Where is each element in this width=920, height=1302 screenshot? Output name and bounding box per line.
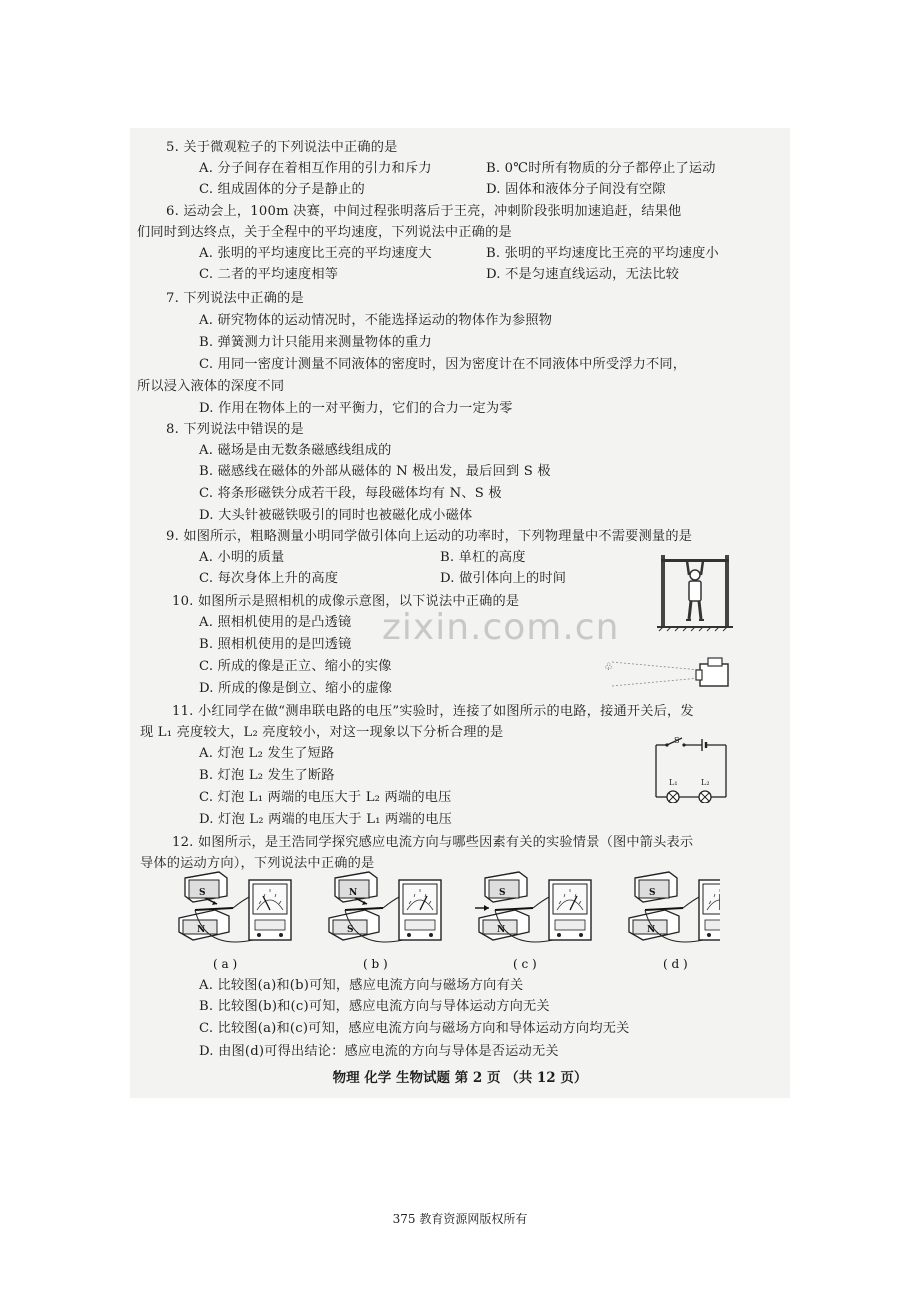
- fig-b-label: ( b ): [363, 957, 388, 971]
- fig-c-top-pole: S: [499, 888, 506, 898]
- q12-option-c: C. 比较图(a)和(c)可知，感应电流方向与磁场方向和导体运动方向均无关: [199, 1021, 630, 1036]
- q9-option-a: A. 小明的质量: [199, 550, 285, 565]
- q10-option-a: A. 照相机使用的是凸透镜: [199, 615, 352, 630]
- fig-a-top-pole: S: [199, 888, 206, 898]
- q11-option-b: B. 灯泡 L₂ 发生了断路: [199, 768, 335, 783]
- q10-option-c: C. 所成的像是正立、缩小的实像: [199, 659, 392, 674]
- q12-stem-line1: 12. 如图所示，是王浩同学探究感应电流方向与哪些因素有关的实验情景（图中箭头表示: [172, 835, 694, 850]
- q10-stem: 10. 如图所示是照相机的成像示意图，以下说法中正确的是: [172, 594, 520, 609]
- q8-option-c: C. 将条形磁铁分成若干段，每段磁体均有 N、S 极: [199, 486, 502, 501]
- fig-a-bottom-pole: N: [197, 925, 206, 935]
- induction-experiment-figures: [175, 870, 720, 974]
- fig-d-top-pole: S: [649, 888, 656, 898]
- q9-option-c: C. 每次身体上升的高度: [199, 571, 339, 586]
- q11-option-c: C. 灯泡 L₁ 两端的电压大于 L₂ 两端的电压: [199, 790, 452, 805]
- q7-option-c-line2: 所以浸入液体的深度不同: [137, 379, 285, 394]
- q11-option-a: A. 灯泡 L₂ 发生了短路: [199, 746, 335, 761]
- q6-option-b: B. 张明的平均速度比王亮的平均速度小: [486, 246, 719, 261]
- q6-stem-line1: 6. 运动会上，100m 决赛，中间过程张明落后于王亮，冲刺阶段张明加速追赶，结果他: [166, 204, 682, 219]
- lamp2-label: L₂: [701, 778, 710, 787]
- watermark: zixin.com.cn: [382, 607, 620, 648]
- camera-diagram: [600, 648, 740, 696]
- q7-option-a: A. 研究物体的运动情况时，不能选择运动的物体作为参照物: [199, 313, 553, 328]
- fig-b-top-pole: N: [349, 888, 358, 898]
- page-footer: 物理 化学 生物试题 第 2 页 （共 12 页）: [332, 1070, 588, 1086]
- fig-d-bottom-pole: N: [647, 925, 656, 935]
- figure-a: [179, 872, 291, 971]
- q12-option-b: B. 比较图(b)和(c)可知，感应电流方向与导体运动方向无关: [199, 999, 550, 1014]
- figure-b: [329, 872, 441, 971]
- q11-stem-line2: 现 L₁ 亮度较大，L₂ 亮度较小，对这一现象以下分析合理的是: [140, 725, 504, 740]
- fig-c-bottom-pole: N: [497, 925, 506, 935]
- q6-option-c: C. 二者的平均速度相等: [199, 267, 339, 282]
- q7-option-d: D. 作用在物体上的一对平衡力，它们的合力一定为零: [199, 401, 513, 416]
- q7-stem: 7. 下列说法中正确的是: [166, 291, 304, 306]
- q6-option-d: D. 不是匀速直线运动，无法比较: [486, 267, 680, 282]
- q6-stem-line2: 们同时到达终点，关于全程中的平均速度，下列说法中正确的是: [137, 225, 512, 240]
- q12-option-a: A. 比较图(a)和(b)可知，感应电流方向与磁场方向有关: [199, 978, 524, 993]
- q9-option-b: B. 单杠的高度: [440, 550, 526, 565]
- q8-option-d: D. 大头针被磁铁吸引的同时也被磁化成小磁体: [199, 508, 473, 523]
- q5-option-b: B. 0℃时所有物质的分子都停止了运动: [486, 161, 716, 176]
- q5-option-d: D. 固体和液体分子间没有空隙: [486, 182, 666, 197]
- q7-option-b: B. 弹簧测力计只能用来测量物体的重力: [199, 335, 432, 350]
- q11-option-d: D. 灯泡 L₂ 两端的电压大于 L₁ 两端的电压: [199, 812, 452, 827]
- q11-stem-line1: 11. 小红同学在做“测串联电路的电压”实验时，连接了如图所示的电路，接通开关后，发: [172, 704, 694, 719]
- figure-c: [475, 872, 591, 971]
- fig-a-label: ( a ): [213, 957, 238, 971]
- svg-text:♧: ♧: [604, 662, 613, 673]
- q10-option-b: B. 照相机使用的是凹透镜: [199, 637, 352, 652]
- q8-option-b: B. 磁感线在磁体的外部从磁体的 N 极出发，最后回到 S 极: [199, 464, 551, 479]
- pull-up-figure: [655, 553, 735, 633]
- q5-stem: 5. 关于微观粒子的下列说法中正确的是: [166, 140, 398, 155]
- q5-option-c: C. 组成固体的分子是静止的: [199, 182, 365, 197]
- q8-stem: 8. 下列说法中错误的是: [166, 422, 304, 437]
- q7-option-c-line1: C. 用同一密度计测量不同液体的密度时，因为密度计在不同液体中所受浮力不同，: [199, 357, 687, 372]
- fig-d-label: ( d ): [663, 957, 688, 971]
- q9-option-d: D. 做引体向上的时间: [440, 571, 567, 586]
- q5-option-a: A. 分子间存在着相互作用的引力和斥力: [199, 161, 432, 176]
- switch-label: S: [674, 736, 680, 745]
- q12-stem-line2: 导体的运动方向），下列说法中正确的是: [140, 856, 375, 871]
- fig-c-label: ( c ): [513, 957, 537, 971]
- figure-d: [629, 872, 720, 971]
- series-circuit-diagram: [652, 733, 732, 803]
- copyright-footer: 375 教育资源网版权所有: [392, 1212, 528, 1226]
- q9-stem: 9. 如图所示，粗略测量小明同学做引体向上运动的功率时，下列物理量中不需要测量的是: [166, 529, 693, 544]
- q12-option-d: D. 由图(d)可得出结论：感应电流的方向与导体是否运动无关: [199, 1044, 559, 1059]
- q8-option-a: A. 磁场是由无数条磁感线组成的: [199, 443, 392, 458]
- q10-option-d: D. 所成的像是倒立、缩小的虚像: [199, 681, 393, 696]
- fig-b-bottom-pole: S: [347, 925, 354, 935]
- lamp1-label: L₁: [669, 778, 678, 787]
- q6-option-a: A. 张明的平均速度比王亮的平均速度大: [199, 246, 432, 261]
